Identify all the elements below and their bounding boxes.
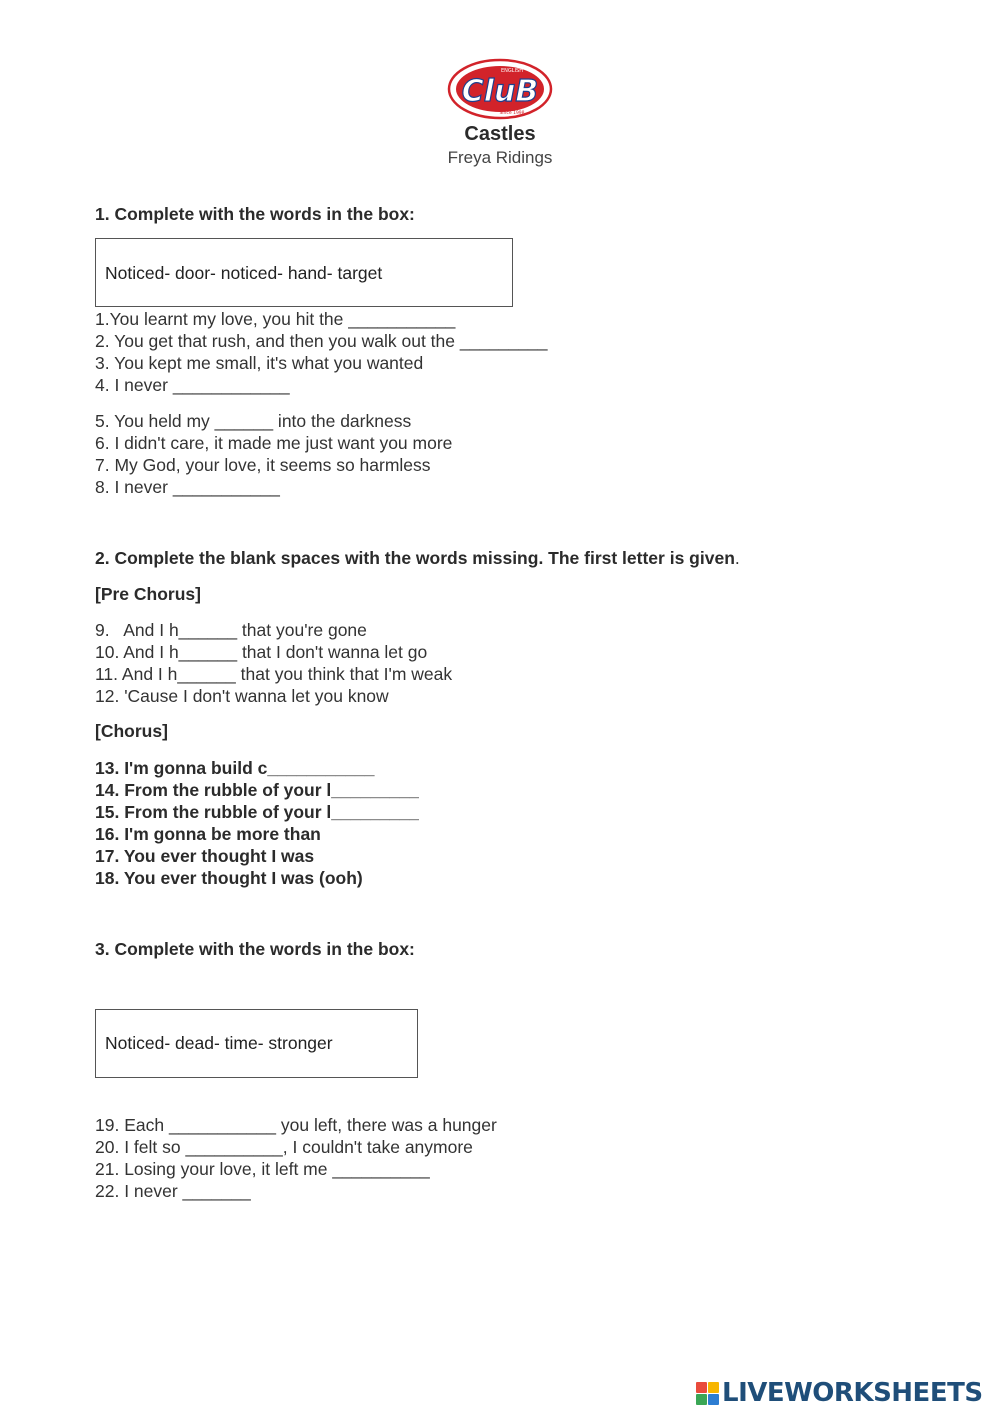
club-logo: [446, 58, 554, 120]
club-logo-graphic: [446, 58, 554, 120]
lyric-line-21: 21. Losing your love, it left me __________: [95, 1159, 430, 1179]
lyric-line-12: 12. 'Cause I don't wanna let you know: [95, 686, 389, 706]
section1-heading: 1. Complete with the words in the box:: [95, 204, 415, 224]
lyric-line-6: 6. I didn't care, it made me just want you more: [95, 433, 453, 453]
section3-word-box: [95, 1009, 418, 1078]
logo-text: CluB: [461, 74, 539, 109]
section1-word-box-text: Noticed- door- noticed- hand- target: [105, 263, 383, 283]
logo-ring-top: ENGLISH: [501, 68, 523, 74]
lyric-line-10: 10. And I h______ that I don't wanna let go: [95, 642, 428, 662]
logo-ring-bottom: Since 1998: [499, 111, 525, 116]
lyric-line-19: 19. Each ___________ you left, there was a hunger: [95, 1115, 497, 1135]
lyric-line-4: 4. I never ____________: [95, 375, 290, 395]
lyric-line-9: 9. And I h______ that you're gone: [95, 620, 367, 640]
song-title: Castles: [464, 123, 536, 145]
liveworksheets-logo-icon: [696, 1382, 719, 1405]
lyric-line-1: 1.You learnt my love, you hit the ___________: [95, 309, 456, 329]
lyric-line-3: 3. You kept me small, it's what you wanted: [95, 353, 424, 373]
lyric-line-17: 17. You ever thought I was: [95, 846, 315, 866]
pre-chorus-label: [Pre Chorus]: [95, 584, 201, 604]
liveworksheets-brand-text: LIVEWORKSHEETS: [722, 1378, 983, 1408]
song-artist: Freya Ridings: [447, 148, 553, 167]
lyric-line-8: 8. I never ___________: [95, 477, 280, 497]
lyric-line-2: 2. You get that rush, and then you walk out the _________: [95, 331, 548, 351]
lyric-line-7: 7. My God, your love, it seems so harmless: [95, 455, 431, 475]
lyric-line-18: 18. You ever thought I was (ooh): [95, 868, 363, 888]
section2-heading-end: .: [734, 548, 740, 568]
lyric-line-15: 15. From the rubble of your l_________: [95, 802, 419, 822]
section3-heading: 3. Complete with the words in the box:: [95, 939, 415, 959]
liveworksheets-brand: [696, 1376, 983, 1410]
lyric-line-16: 16. I'm gonna be more than: [95, 824, 321, 844]
chorus-label: [Chorus]: [95, 721, 168, 741]
lyric-line-14: 14. From the rubble of your l_________: [95, 780, 419, 800]
section3-word-box-text: Noticed- dead- time- stronger: [105, 1033, 333, 1053]
section2-heading-wrap: [95, 548, 740, 569]
lyric-line-11: 11. And I h______ that you think that I'm weak: [95, 664, 453, 684]
lyric-line-13: 13. I'm gonna build c___________: [95, 758, 375, 778]
lyric-line-22: 22. I never _______: [95, 1181, 251, 1201]
section2-heading: 2. Complete the blank spaces with the words missing. The first letter is given: [95, 548, 735, 568]
lyric-line-20: 20. I felt so __________, I couldn't take anymore: [95, 1137, 473, 1157]
lyric-line-5: 5. You held my ______ into the darkness: [95, 411, 412, 431]
section1-word-box: [95, 238, 513, 307]
